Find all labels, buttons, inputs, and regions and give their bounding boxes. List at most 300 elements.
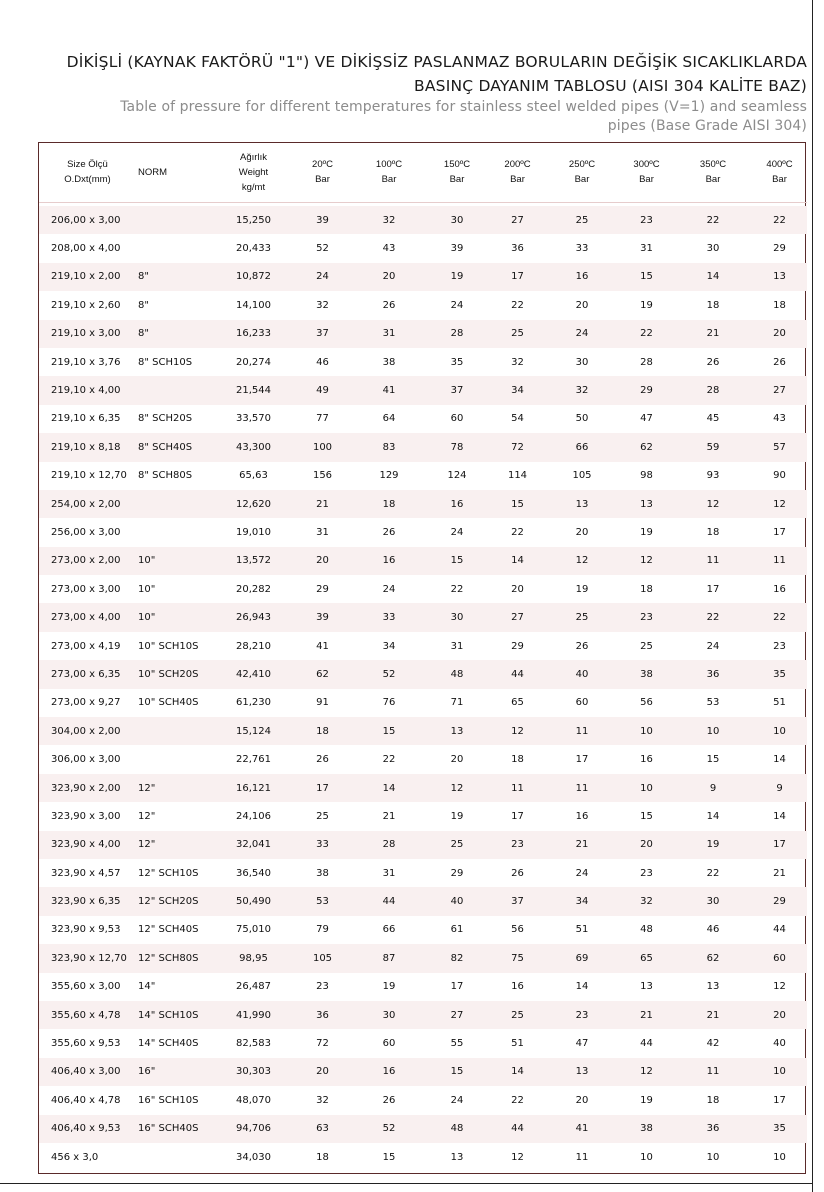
cell-size: 323,90 x 4,57 [51, 867, 121, 879]
header-size-tr: Size Ölçü [67, 159, 108, 171]
cell-20c: 100 [312, 441, 333, 453]
cell-200c: 23 [511, 839, 524, 851]
cell-20c: 37 [316, 328, 329, 340]
cell-300c: 28 [640, 356, 653, 368]
cell-400c: 21 [773, 867, 786, 879]
cell-400c: 51 [773, 697, 786, 709]
header-350c [674, 143, 752, 202]
cell-350c: 10 [706, 725, 720, 737]
cell-20c: 26 [316, 754, 329, 766]
cell-300c: 19 [640, 526, 653, 538]
cell-20c: 52 [316, 243, 329, 255]
cell-100c: 15 [382, 1151, 396, 1163]
cell-300c: 65 [640, 952, 653, 964]
cell-100c: 66 [382, 924, 396, 936]
cell-20c: 20 [316, 1066, 329, 1078]
cell-size: 323,90 x 9,53 [51, 924, 121, 936]
cell-250c: 41 [575, 1123, 589, 1135]
cell-150c: 19 [450, 271, 464, 283]
cell-20c: 63 [316, 1123, 329, 1135]
cell-weight: 24,106 [236, 810, 271, 822]
cell-weight: 12,620 [236, 498, 271, 510]
cell-250c: 23 [575, 1009, 589, 1021]
cell-100c: 87 [382, 952, 396, 964]
cell-150c: 71 [450, 697, 464, 709]
cell-300c: 10 [640, 725, 653, 737]
cell-200c: 32 [511, 356, 524, 368]
cell-100c: 22 [382, 754, 396, 766]
cell-norm [136, 234, 216, 262]
cell-250c: 16 [575, 810, 589, 822]
cell-350c: 15 [706, 754, 720, 766]
table-row [39, 831, 807, 859]
cell-350c: 46 [706, 924, 720, 936]
cell-weight: 19,010 [236, 526, 271, 538]
cell-250c: 21 [575, 839, 589, 851]
cell-400c: 10 [773, 1066, 786, 1078]
cell-weight: 34,030 [236, 1151, 271, 1163]
cell-weight: 94,706 [236, 1123, 271, 1135]
cell-150c: 30 [450, 612, 464, 624]
cell-100c: 16 [382, 555, 396, 567]
table-row [39, 575, 807, 603]
cell-200c: 27 [511, 612, 524, 624]
cell-150c: 13 [450, 725, 464, 737]
page-header [20, 50, 807, 136]
cell-150c: 19 [450, 810, 464, 822]
cell-300c: 98 [640, 470, 653, 482]
cell-size: 219,10 x 12,70 [51, 470, 127, 482]
bottom-border-line [0, 1183, 813, 1184]
cell-150c: 12 [450, 782, 464, 794]
cell-100c: 30 [382, 1009, 396, 1021]
cell-250c: 24 [575, 867, 589, 879]
cell-400c: 12 [773, 498, 786, 510]
table-row [39, 973, 807, 1001]
cell-size: 206,00 x 3,00 [51, 214, 121, 226]
table-row [39, 291, 807, 319]
header-temp: 200ºC [504, 159, 531, 171]
cell-200c: 54 [511, 413, 524, 425]
cell-20c: 77 [316, 413, 329, 425]
table-row [39, 916, 807, 944]
header-temp: 100ºC [375, 159, 403, 171]
cell-norm [136, 717, 216, 745]
cell-350c: 30 [706, 243, 720, 255]
header-unit: Bar [574, 174, 590, 186]
cell-norm [136, 206, 216, 234]
header-unit: Bar [381, 174, 397, 186]
cell-200c: 12 [511, 725, 524, 737]
cell-150c: 39 [450, 243, 464, 255]
cell-200c: 17 [511, 810, 524, 822]
cell-350c: 17 [706, 583, 720, 595]
cell-size: 323,90 x 2,00 [51, 782, 121, 794]
cell-300c: 10 [640, 782, 653, 794]
cell-20c: 25 [316, 810, 329, 822]
header-temp: 150ºC [443, 159, 471, 171]
cell-250c: 13 [575, 498, 589, 510]
cell-weight: 32,041 [236, 839, 271, 851]
cell-20c: 17 [316, 782, 329, 794]
header-temp: 300ºC [633, 159, 660, 171]
cell-100c: 26 [382, 526, 396, 538]
cell-300c: 31 [640, 243, 653, 255]
cell-150c: 37 [450, 385, 464, 397]
cell-size: 273,00 x 4,00 [51, 612, 121, 624]
cell-200c: 22 [511, 299, 524, 311]
cell-300c: 19 [640, 299, 653, 311]
cell-250c: 11 [575, 725, 589, 737]
cell-20c: 20 [316, 555, 329, 567]
cell-size: 273,00 x 2,00 [51, 555, 121, 567]
header-200c [490, 143, 545, 202]
cell-350c: 36 [706, 1123, 720, 1135]
cell-norm: 12" [138, 810, 156, 822]
cell-size: 456 x 3,0 [51, 1151, 99, 1163]
table-row [39, 206, 807, 234]
cell-300c: 12 [640, 555, 653, 567]
cell-400c: 29 [773, 896, 786, 908]
cell-300c: 12 [640, 1066, 653, 1078]
cell-150c: 48 [450, 1123, 464, 1135]
cell-300c: 19 [640, 1094, 653, 1106]
right-border-line [812, 0, 813, 1192]
cell-200c: 29 [511, 640, 524, 652]
cell-350c: 45 [706, 413, 720, 425]
cell-20c: 23 [316, 981, 329, 993]
cell-300c: 23 [640, 867, 653, 879]
cell-300c: 16 [640, 754, 653, 766]
cell-150c: 13 [450, 1151, 464, 1163]
cell-100c: 76 [382, 697, 396, 709]
cell-20c: 29 [316, 583, 329, 595]
table-row [39, 603, 807, 631]
cell-norm: 8" [138, 328, 149, 340]
cell-350c: 11 [706, 1066, 720, 1078]
cell-150c: 24 [450, 299, 464, 311]
cell-400c: 14 [773, 754, 786, 766]
cell-300c: 48 [640, 924, 653, 936]
cell-weight: 48,070 [236, 1094, 271, 1106]
cell-weight: 16,121 [236, 782, 271, 794]
cell-100c: 18 [382, 498, 396, 510]
cell-350c: 53 [706, 697, 720, 709]
cell-norm: 14" SCH10S [138, 1009, 199, 1021]
cell-size: 304,00 x 2,00 [51, 725, 121, 737]
cell-weight: 36,540 [236, 867, 271, 879]
cell-100c: 16 [382, 1066, 396, 1078]
cell-100c: 60 [382, 1038, 396, 1050]
cell-150c: 27 [450, 1009, 464, 1021]
cell-20c: 18 [316, 725, 329, 737]
cell-norm: 16" SCH40S [138, 1123, 199, 1135]
table-row [39, 1086, 807, 1114]
cell-20c: 91 [316, 697, 329, 709]
cell-400c: 22 [773, 214, 786, 226]
header-150c [424, 143, 490, 202]
table-row [39, 660, 807, 688]
cell-400c: 35 [773, 668, 786, 680]
table-row [39, 632, 807, 660]
cell-norm: 12" [138, 839, 156, 851]
cell-400c: 57 [773, 441, 786, 453]
cell-20c: 39 [316, 612, 329, 624]
table-row [39, 348, 807, 376]
cell-100c: 28 [382, 839, 396, 851]
cell-400c: 20 [773, 328, 786, 340]
cell-norm: 14" SCH40S [138, 1038, 199, 1050]
cell-350c: 11 [706, 555, 720, 567]
cell-weight: 20,433 [236, 243, 271, 255]
cell-350c: 28 [706, 385, 720, 397]
cell-size: 219,10 x 3,76 [51, 356, 121, 368]
header-size-en: O.Dxt(mm) [64, 174, 111, 186]
cell-20c: 21 [316, 498, 329, 510]
cell-300c: 15 [640, 810, 653, 822]
cell-weight: 10,872 [236, 271, 271, 283]
table-row [39, 1143, 807, 1171]
cell-300c: 15 [640, 271, 653, 283]
cell-20c: 31 [316, 526, 329, 538]
cell-norm: 10" SCH20S [138, 668, 199, 680]
cell-20c: 39 [316, 214, 329, 226]
cell-350c: 22 [706, 867, 720, 879]
cell-200c: 26 [511, 867, 524, 879]
cell-20c: 24 [316, 271, 329, 283]
table-row [39, 802, 807, 830]
cell-250c: 47 [575, 1038, 589, 1050]
cell-300c: 47 [640, 413, 653, 425]
cell-200c: 18 [511, 754, 524, 766]
cell-250c: 33 [575, 243, 589, 255]
cell-400c: 35 [773, 1123, 786, 1135]
cell-norm [136, 1143, 216, 1171]
cell-size: 273,00 x 4,19 [51, 640, 121, 652]
table-row [39, 462, 807, 490]
cell-norm [136, 745, 216, 773]
cell-200c: 56 [511, 924, 524, 936]
cell-200c: 20 [511, 583, 524, 595]
title-turkish-line-1: DİKİŞLİ (KAYNAK FAKTÖRÜ "1") VE DİKİŞSİZ PASLANMAZ BORULARIN DEĞİŞİK SICAKLIKLARDA [66, 53, 807, 71]
cell-100c: 26 [382, 1094, 396, 1106]
cell-size: 323,90 x 12,70 [51, 952, 127, 964]
cell-200c: 27 [511, 214, 524, 226]
cell-400c: 14 [773, 810, 786, 822]
cell-20c: 105 [312, 952, 333, 964]
cell-150c: 29 [450, 867, 464, 879]
cell-150c: 82 [450, 952, 464, 964]
cell-200c: 36 [511, 243, 524, 255]
cell-250c: 12 [575, 555, 589, 567]
cell-100c: 24 [382, 583, 396, 595]
cell-350c: 9 [709, 782, 717, 794]
table-row [39, 859, 807, 887]
cell-200c: 16 [511, 981, 524, 993]
cell-150c: 48 [450, 668, 464, 680]
table-row [39, 234, 807, 262]
cell-size: 273,00 x 9,27 [51, 697, 121, 709]
cell-100c: 44 [382, 896, 396, 908]
cell-weight: 41,990 [236, 1009, 271, 1021]
cell-size: 306,00 x 3,00 [51, 754, 121, 766]
title-english-line-1: Table of pressure for different temperatures for stainless steel welded pipes (V=1) and seamless [120, 99, 807, 115]
cell-400c: 44 [773, 924, 786, 936]
cell-norm: 12" SCH10S [138, 867, 199, 879]
cell-350c: 18 [706, 299, 720, 311]
cell-weight: 98,95 [239, 952, 268, 964]
table-row [39, 547, 807, 575]
cell-20c: 79 [316, 924, 329, 936]
cell-weight: 26,487 [236, 981, 271, 993]
table-row [39, 263, 807, 291]
cell-20c: 46 [316, 356, 329, 368]
cell-20c: 53 [316, 896, 329, 908]
cell-150c: 25 [450, 839, 464, 851]
cell-300c: 20 [640, 839, 653, 851]
cell-size: 355,60 x 9,53 [51, 1038, 121, 1050]
table-row [39, 1029, 807, 1057]
cell-400c: 60 [773, 952, 786, 964]
cell-100c: 31 [382, 867, 396, 879]
header-300c [619, 143, 674, 202]
cell-weight: 14,100 [236, 299, 271, 311]
header-weight-unit: kg/mt [241, 181, 266, 193]
cell-350c: 42 [706, 1038, 720, 1050]
cell-150c: 31 [450, 640, 464, 652]
cell-400c: 10 [773, 1151, 786, 1163]
cell-size: 219,10 x 8,18 [51, 441, 121, 453]
cell-weight: 82,583 [236, 1038, 271, 1050]
cell-weight: 16,233 [236, 328, 271, 340]
cell-250c: 24 [575, 328, 589, 340]
cell-weight: 42,410 [236, 668, 271, 680]
table-header [39, 143, 807, 206]
cell-200c: 44 [511, 668, 524, 680]
cell-weight: 50,490 [236, 896, 271, 908]
cell-200c: 65 [511, 697, 524, 709]
cell-400c: 22 [773, 612, 786, 624]
cell-200c: 75 [511, 952, 524, 964]
cell-150c: 60 [450, 413, 464, 425]
cell-300c: 23 [640, 214, 653, 226]
header-unit: Bar [639, 174, 654, 186]
cell-150c: 28 [450, 328, 464, 340]
cell-250c: 51 [575, 924, 589, 936]
cell-250c: 69 [575, 952, 589, 964]
cell-150c: 17 [450, 981, 464, 993]
cell-20c: 33 [316, 839, 329, 851]
cell-100c: 43 [382, 243, 396, 255]
cell-100c: 14 [382, 782, 396, 794]
cell-100c: 21 [382, 810, 396, 822]
cell-100c: 15 [382, 725, 396, 737]
pressure-table-frame [38, 142, 806, 1174]
cell-weight: 20,282 [236, 583, 271, 595]
cell-norm: 14" [138, 981, 156, 993]
cell-weight: 61,230 [236, 697, 271, 709]
cell-norm: 10" SCH40S [138, 697, 199, 709]
cell-200c: 44 [511, 1123, 524, 1135]
cell-400c: 40 [773, 1038, 786, 1050]
header-size [39, 143, 136, 202]
cell-150c: 24 [450, 526, 464, 538]
cell-350c: 10 [706, 1151, 720, 1163]
cell-250c: 34 [575, 896, 589, 908]
cell-200c: 114 [507, 470, 528, 482]
cell-300c: 62 [640, 441, 653, 453]
header-100c [354, 143, 424, 202]
cell-400c: 20 [773, 1009, 786, 1021]
cell-300c: 29 [640, 385, 653, 397]
cell-400c: 18 [773, 299, 786, 311]
header-unit: Bar [772, 174, 787, 186]
cell-150c: 22 [450, 583, 464, 595]
cell-250c: 11 [575, 1151, 589, 1163]
cell-weight: 65,63 [239, 470, 268, 482]
cell-350c: 21 [706, 1009, 720, 1021]
cell-norm: 8" SCH80S [138, 470, 193, 482]
cell-350c: 62 [706, 952, 720, 964]
cell-150c: 40 [450, 896, 464, 908]
cell-200c: 17 [511, 271, 524, 283]
cell-400c: 12 [773, 981, 786, 993]
cell-100c: 20 [382, 271, 396, 283]
cell-350c: 18 [706, 1094, 720, 1106]
cell-norm: 10" SCH10S [138, 640, 199, 652]
table-row [39, 518, 807, 546]
cell-norm: 12" SCH40S [138, 924, 199, 936]
table-row [39, 717, 807, 745]
cell-norm: 8" SCH20S [138, 413, 193, 425]
cell-size: 219,10 x 2,00 [51, 271, 121, 283]
cell-400c: 26 [773, 356, 786, 368]
cell-300c: 13 [640, 981, 653, 993]
cell-400c: 9 [776, 782, 783, 794]
cell-150c: 30 [450, 214, 464, 226]
cell-150c: 15 [450, 555, 464, 567]
cell-norm: 16" SCH10S [138, 1094, 199, 1106]
cell-size: 406,40 x 9,53 [51, 1123, 121, 1135]
cell-size: 256,00 x 3,00 [51, 526, 121, 538]
cell-20c: 32 [316, 299, 329, 311]
cell-size: 273,00 x 3,00 [51, 583, 121, 595]
cell-250c: 11 [575, 782, 589, 794]
cell-400c: 43 [773, 413, 786, 425]
cell-weight: 43,300 [236, 441, 271, 453]
cell-250c: 20 [575, 1094, 589, 1106]
cell-norm: 10" [138, 612, 156, 624]
cell-150c: 20 [450, 754, 464, 766]
header-400c [752, 143, 807, 202]
cell-300c: 56 [640, 697, 653, 709]
cell-350c: 14 [706, 271, 720, 283]
cell-300c: 38 [640, 1123, 653, 1135]
cell-350c: 18 [706, 526, 720, 538]
cell-400c: 17 [773, 526, 786, 538]
header-temp: 250ºC [568, 159, 596, 171]
cell-size: 273,00 x 6,35 [51, 668, 121, 680]
cell-size: 355,60 x 3,00 [51, 981, 121, 993]
cell-norm: 12" SCH80S [138, 952, 199, 964]
table-row [39, 745, 807, 773]
cell-weight: 15,250 [236, 214, 271, 226]
cell-20c: 49 [316, 385, 329, 397]
cell-norm: 12" [138, 782, 156, 794]
cell-size: 406,40 x 4,78 [51, 1094, 121, 1106]
cell-norm: 10" [138, 555, 156, 567]
table-row [39, 405, 807, 433]
